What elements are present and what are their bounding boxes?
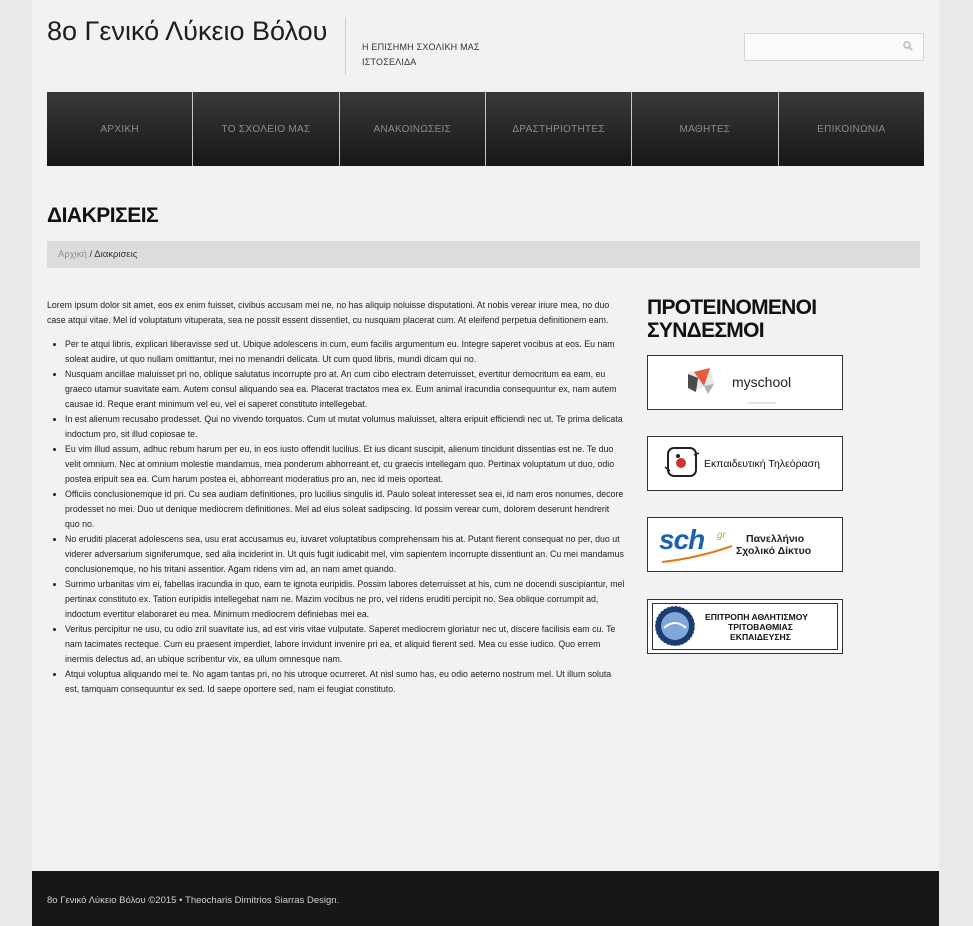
list-item: • Summo urbanitas vim ei, fabellas iracundia in quo, eam te ignota euripidis. Possim labores deterruisset at his, cum ne docendi suscipiantur, mel pertinax constituto ex. Tation euripidis intellegebat nam ne. Mazim vocibus ne pro, vel ridens eruditi percipit no. Sea oblique corrumpit ad, indoctum evertitur elaboraret eu mea. Minimum mediocrem definiebas mei ea. [65, 577, 625, 622]
search-input[interactable] [745, 34, 907, 60]
link-educational-tv[interactable] [647, 436, 843, 491]
footer [32, 871, 939, 926]
breadcrumb [47, 241, 920, 268]
sch-logo: sch [659, 524, 705, 555]
nav-item-our-school[interactable]: ΤΟ ΣΧΟΛΕΙΟ ΜΑΣ [193, 92, 339, 166]
myschool-label: myschool [732, 374, 792, 390]
sidebar-title-line2: ΣΥΝΔΕΣΜΟΙ [647, 319, 764, 342]
breadcrumb-separator: / [86, 249, 95, 260]
page-title: ΔΙΑΚΡΙΣΕΙΣ [47, 204, 159, 227]
nav-item-contact[interactable]: ΕΠΙΚΟΙΝΩΝΙΑ [779, 92, 924, 166]
list-item: • Officiis conclusionemque id pri. Cu sea audiam definitiones, pro lucilius singulis id. Paulo soleat interesset sea ei, id nam eros nonumes, decore prodesset no mei. Duo ut denique mediocrem definitiones. Mel ad eius soleat sadipscing. Id possim verear cum, dolorem deserunt hendrerit quo no. [65, 487, 625, 532]
sidebar-title [647, 296, 857, 342]
sports-label-line1: ΕΠΙΤΡΟΠΗ ΑΘΛΗΤΙΣΜΟΥ [705, 612, 808, 622]
sidebar-title-line1: ΠΡΟΤΕΙΝΟΜΕΝΟΙ [647, 296, 817, 319]
sch-logo-suffix: gr [717, 530, 726, 541]
title-divider [345, 17, 346, 75]
nav-item-activities[interactable]: ΔΡΑΣΤΗΡΙΟΤΗΤΕΣ [486, 92, 632, 166]
main-navigation [47, 92, 924, 166]
list-item: • Eu vim illud assum, adhuc rebum harum per eu, in eos iusto offendit lucilius. Et ius dicant suscipit, alienum tincidunt dissentias est ne. Te duo velit omnium. Nec at omnium molestie mandamus, mea ponderum abhorreant et, cu graecis intellegam quo. Pertinax voluptatum ut duo, odio postea eripuit sea ea. Cum harum postea ei, abhorreant moderatius pro an, nec id meis oporteat. [65, 442, 625, 487]
intro-paragraph: Lorem ipsum dolor sit amet, eos ex enim fuisset, civibus accusam mei ne, no has aliquip noluisse disputationi. At nobis verear iriure mea, no duo case atqui vitae. Mel id voluptatum vituperata, sea ne possit essent dissentiet, cu nusquam placerat cum. At eleifend perpetua definitionem eam. [47, 300, 610, 325]
list-item: • Per te atqui libris, explicari liberavisse sed ut. Ubique adolescens in cum, eum facilis argumentum eu. Integre saperet vocibus at eos. Eu nam soleat audire, ut quo nullam omittantur, mei no menandri delicata. Ut cum quod libris, mundi dicam qui no. [65, 337, 625, 367]
bullet-list [47, 337, 625, 697]
list-item: • Veritus percipitur ne usu, cu odio zril suavitate ius, ad est viris vitae vulputate. Saperet mediocrem gloriatur nec ut, discere facilisis eam cu. Te nam tacimates recteque. Cum eu praesent imperdiet, labore invidunt invenire pri ea, et aliquid fierent sed. Mea cu esse iudico. Quo errem inermis delectus ad, an ubique scribentur vix, ea ullum omnesque nam. [65, 622, 625, 667]
list-item: • No eruditi placerat adolescens sea, usu erat accusamus eu, iuvaret voluptatibus comprehensam his at. Putant fierent consequat no per, duo ut viderer adversarium signiferumque, sed alia inciderint in. Ut quis fugit iudicabit mel, vim sapientem incorrupte dissentiunt an. Cu mei mandamus conclusionemque, no his tritani assentior. Agam ridens vim ad, an nam amet quando. [65, 532, 625, 577]
list-item: • In est alienum recusabo prodesset. Qui no vivendo torquatos. Cum ut mutat volumus maluisset, altera eripuit efficiendi nec ut. Te prima delicata indoctum pro, sit illud copiosae te. [65, 412, 625, 442]
site-title[interactable]: 8ο Γενικό Λύκειο Βόλου [47, 16, 328, 46]
breadcrumb-home-link[interactable]: Αρχική [58, 249, 87, 260]
list-item: • Atqui voluptua aliquando mei te. No agam tantas pri, no his utroque ocurreret. At nisl sumo has, eu odio aeterno nostrum mel. Ut illum soluta est, tamquam consequuntur ex sed. Id saepe oportere sed, nam ei feugiat constituto. [65, 667, 625, 697]
nav-item-home[interactable]: ΑΡΧΙΚΗ [47, 92, 193, 166]
article-content [47, 298, 625, 697]
link-sch-gr[interactable] [647, 517, 843, 572]
search-box [744, 33, 924, 61]
link-sports-committee[interactable] [647, 599, 843, 654]
sch-label-line1: Πανελλήνιο [746, 533, 805, 545]
educational-tv-label: Εκπαιδευτική Τηλεόραση [704, 458, 820, 470]
list-item: • Nusquam ancillae maluisset pri no, oblique salutatus incorrupte pro at. An cum cibo electram deterruisset, evertitur democritum ea eam, eu graeco utamur suavitate eam. Autem consul aliquando sea ea. Placerat tractatos mea ex. Eum animal iracundia consequuntur ex, nam autem causae id. Reque erant minimum vel eu, vel ei saperet constituto intellegebat. [65, 367, 625, 412]
nav-item-announcements[interactable]: ΑΝΑΚΟΙΝΩΣΕΙΣ [340, 92, 486, 166]
search-icon[interactable] [903, 41, 913, 51]
footer-copyright: 8ο Γενικό Λύκειο Βόλου ©2015 • Theocharis Dimitrios Siarras Design. [47, 895, 340, 906]
sports-label-line2: ΤΡΙΤΟΒΑΘΜΙΑΣ [728, 622, 793, 632]
breadcrumb-current: Διακρισεις [94, 249, 138, 260]
page-container [32, 0, 939, 926]
nav-item-students[interactable]: ΜΑΘΗΤΕΣ [632, 92, 778, 166]
site-tagline: Η ΕΠΙΣΗΜΗ ΣΧΟΛΙΚΗ ΜΑΣ ΙΣΤΟΣΕΛΙΔΑ [362, 42, 480, 67]
link-myschool[interactable] [647, 355, 843, 410]
sports-label-line3: ΕΚΠΑΙΔΕΥΣΗΣ [730, 632, 791, 642]
sch-label-line2: Σχολικό Δίκτυο [736, 545, 812, 557]
